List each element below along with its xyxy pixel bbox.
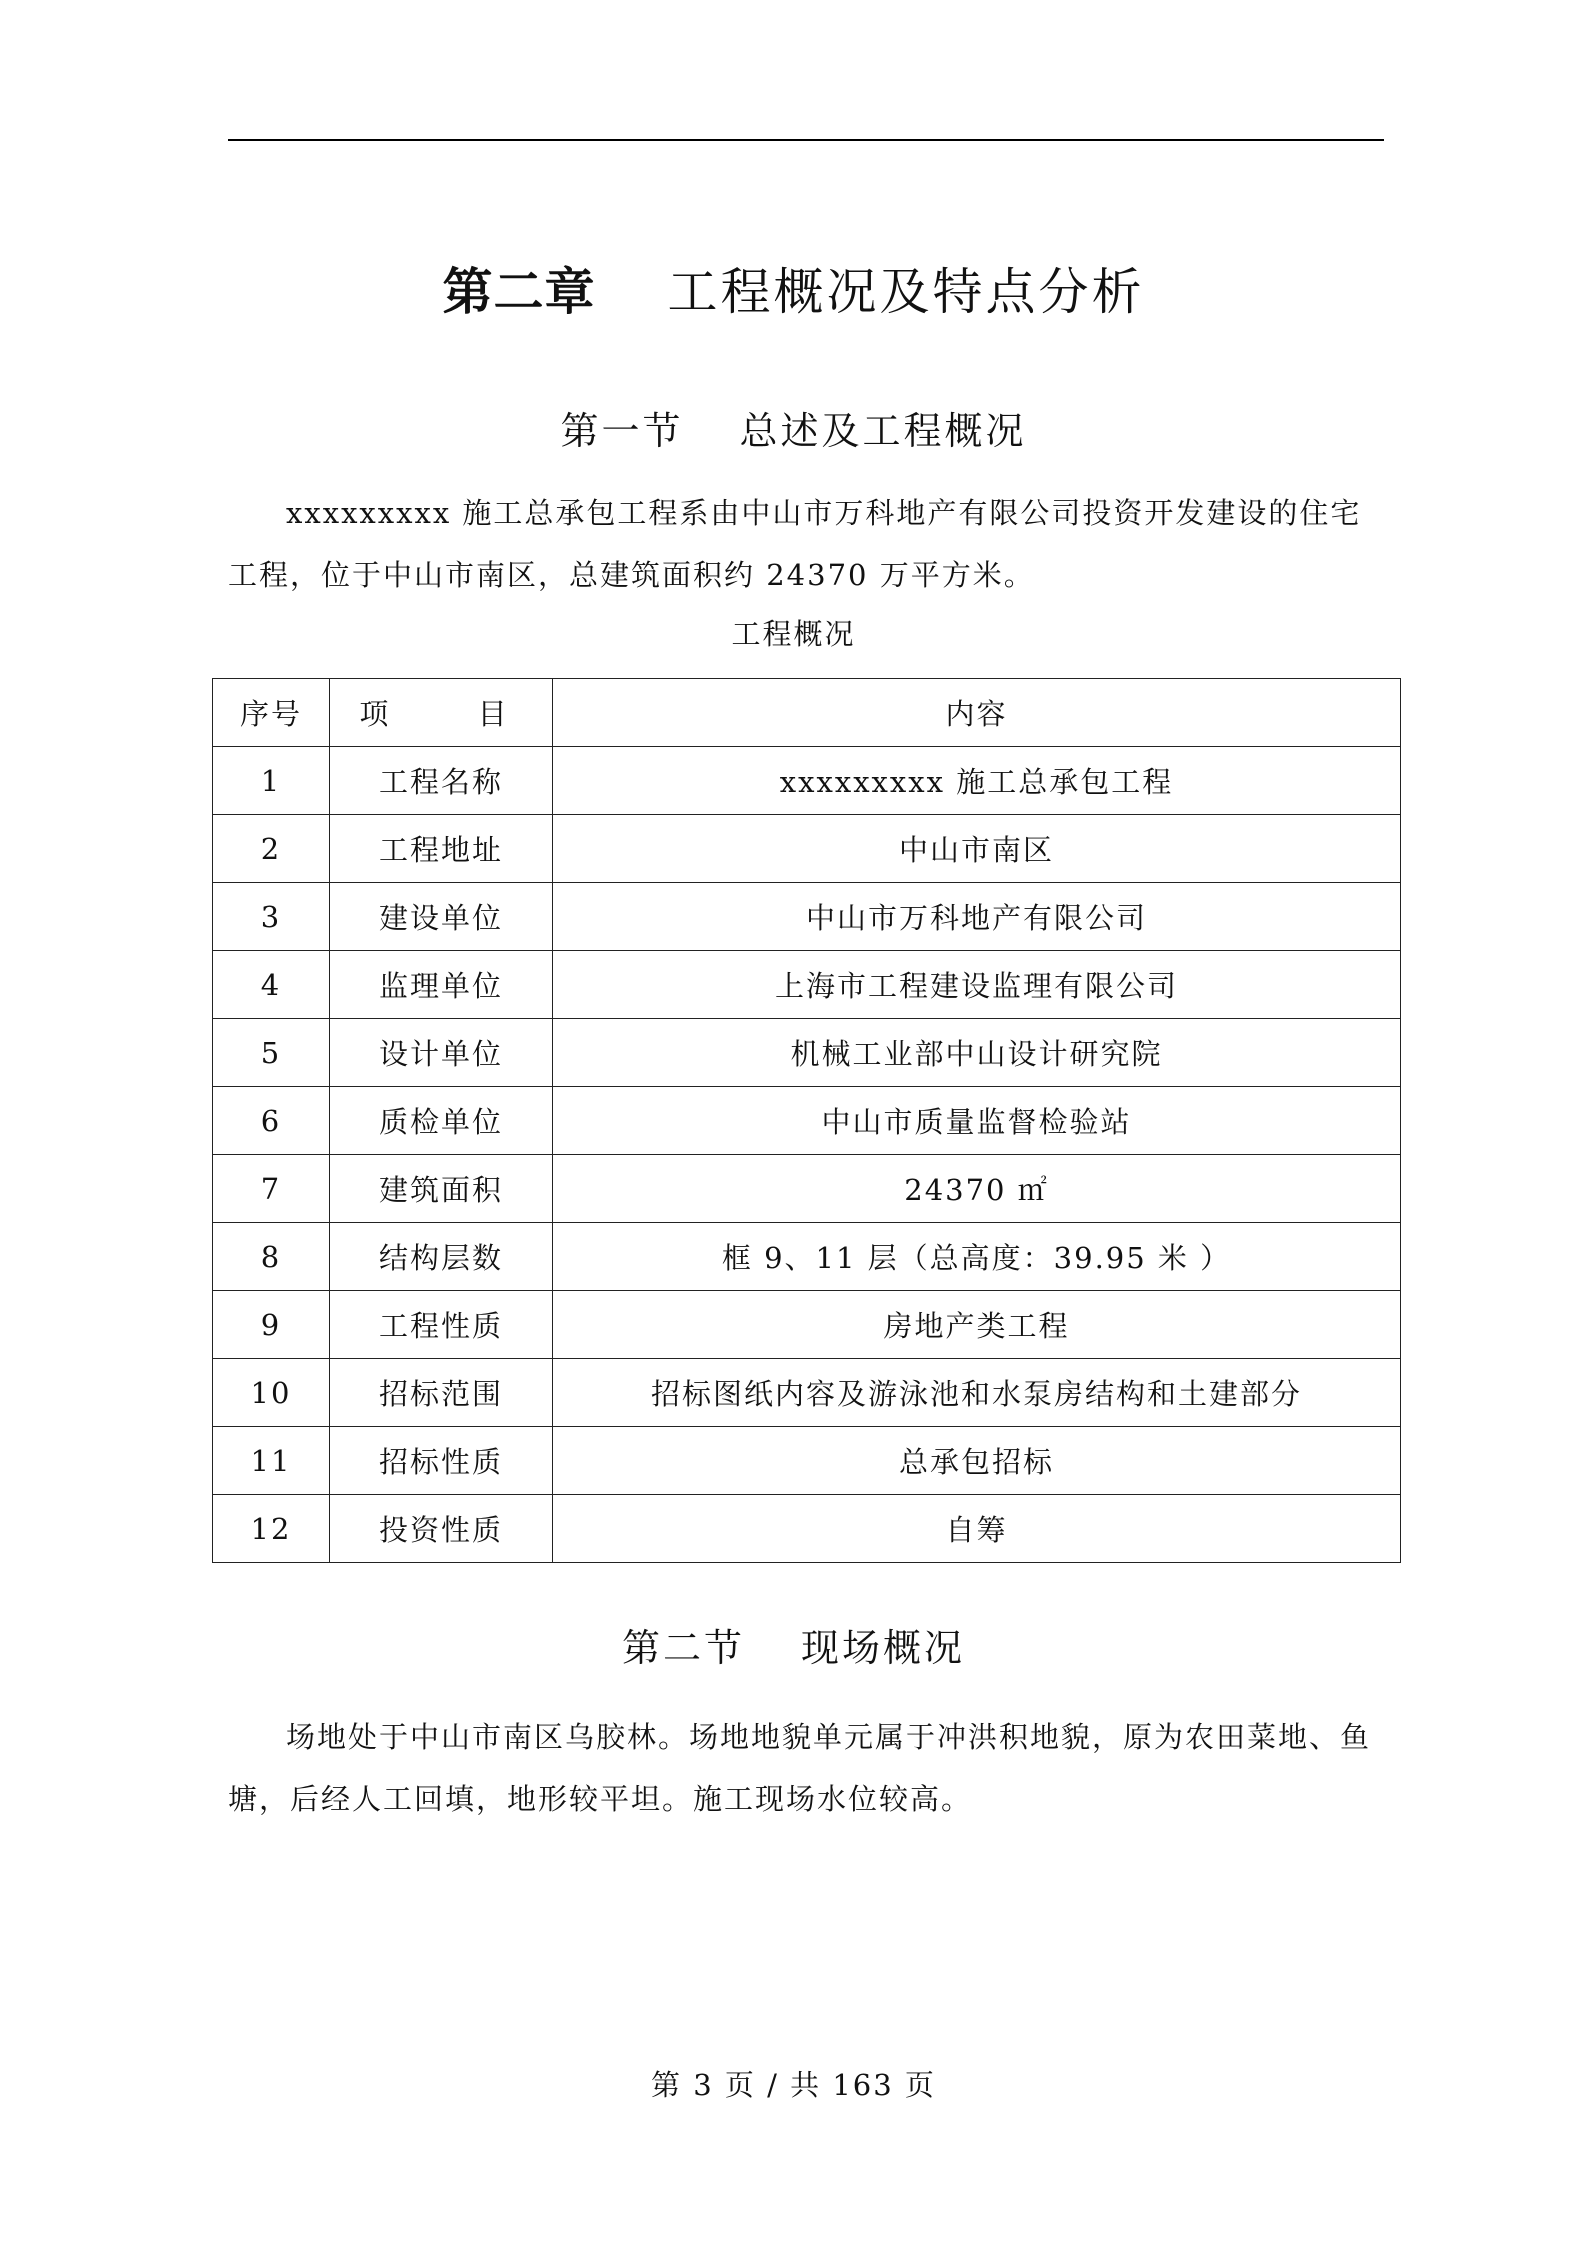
row-number: 4 [213, 951, 330, 1019]
chapter-heading [0, 252, 1587, 324]
row-item: 工程性质 [330, 1291, 553, 1359]
chapter-title: 工程概况及特点分析 [667, 263, 1145, 321]
project-overview-table [212, 678, 1401, 1563]
row-item: 监理单位 [330, 951, 553, 1019]
section-1-paragraph: xxxxxxxxx 施工总承包工程系由中山市万科地产有限公司投资开发建设的住宅工程，位于中山市南区，总建筑面积约 24370 万平方米。 [228, 496, 1362, 592]
page-footer: 第 3 页 / 共 163 页 [651, 2068, 936, 2102]
row-number: 2 [213, 815, 330, 883]
row-item: 工程地址 [330, 815, 553, 883]
row-item: 建设单位 [330, 883, 553, 951]
row-number: 5 [213, 1019, 330, 1087]
table-row [213, 1359, 1401, 1427]
row-number: 10 [213, 1359, 330, 1427]
row-content: 总承包招标 [553, 1427, 1401, 1495]
section-1-number: 第一节 [560, 409, 684, 453]
row-number: 1 [213, 747, 330, 815]
header-cell-number: 序号 [213, 679, 330, 747]
row-number: 6 [213, 1087, 330, 1155]
section-1-title: 总述及工程概况 [739, 409, 1027, 453]
table-row [213, 883, 1401, 951]
table-row [213, 1223, 1401, 1291]
header-rule [228, 139, 1384, 141]
header-cell-item: 项 目 [330, 679, 553, 747]
row-item: 结构层数 [330, 1223, 553, 1291]
row-content: 中山市万科地产有限公司 [553, 883, 1401, 951]
row-content: xxxxxxxxx 施工总承包工程 [553, 747, 1401, 815]
row-item: 招标范围 [330, 1359, 553, 1427]
row-content: 机械工业部中山设计研究院 [553, 1019, 1401, 1087]
table-caption: 工程概况 [731, 617, 856, 651]
section-2-heading [0, 1617, 1587, 1672]
row-item: 工程名称 [330, 747, 553, 815]
chapter-number: 第二章 [442, 263, 596, 321]
row-number: 11 [213, 1427, 330, 1495]
table-row [213, 951, 1401, 1019]
header-cell-content: 内容 [553, 679, 1401, 747]
row-content: 框 9、11 层（总高度：39.95 米 ） [553, 1223, 1401, 1291]
row-content: 上海市工程建设监理有限公司 [553, 951, 1401, 1019]
section-2-title: 现场概况 [801, 1626, 966, 1670]
table-row [213, 1155, 1401, 1223]
row-item: 招标性质 [330, 1427, 553, 1495]
section-2-paragraph: 场地处于中山市南区乌胶林。场地地貌单元属于冲洪积地貌，原为农田菜地、鱼塘，后经人工回填，地形较平坦。施工现场水位较高。 [228, 1720, 1372, 1816]
table-row [213, 1087, 1401, 1155]
row-item: 建筑面积 [330, 1155, 553, 1223]
table-row [213, 747, 1401, 815]
row-content: 自筹 [553, 1495, 1401, 1563]
row-number: 12 [213, 1495, 330, 1563]
row-content: 中山市质量监督检验站 [553, 1087, 1401, 1155]
table-row [213, 1427, 1401, 1495]
row-number: 9 [213, 1291, 330, 1359]
table-row [213, 1019, 1401, 1087]
row-content: 招标图纸内容及游泳池和水泵房结构和土建部分 [553, 1359, 1401, 1427]
table-row [213, 815, 1401, 883]
row-item: 质检单位 [330, 1087, 553, 1155]
table-row [213, 1291, 1401, 1359]
row-number: 3 [213, 883, 330, 951]
section-2-number: 第二节 [621, 1626, 745, 1670]
row-number: 8 [213, 1223, 330, 1291]
row-item: 设计单位 [330, 1019, 553, 1087]
row-item: 投资性质 [330, 1495, 553, 1563]
table-header-row [213, 679, 1401, 747]
section-1-heading [0, 400, 1587, 455]
row-content: 24370 ㎡ [553, 1155, 1401, 1223]
row-content: 房地产类工程 [553, 1291, 1401, 1359]
table-row [213, 1495, 1401, 1563]
row-content: 中山市南区 [553, 815, 1401, 883]
row-number: 7 [213, 1155, 330, 1223]
